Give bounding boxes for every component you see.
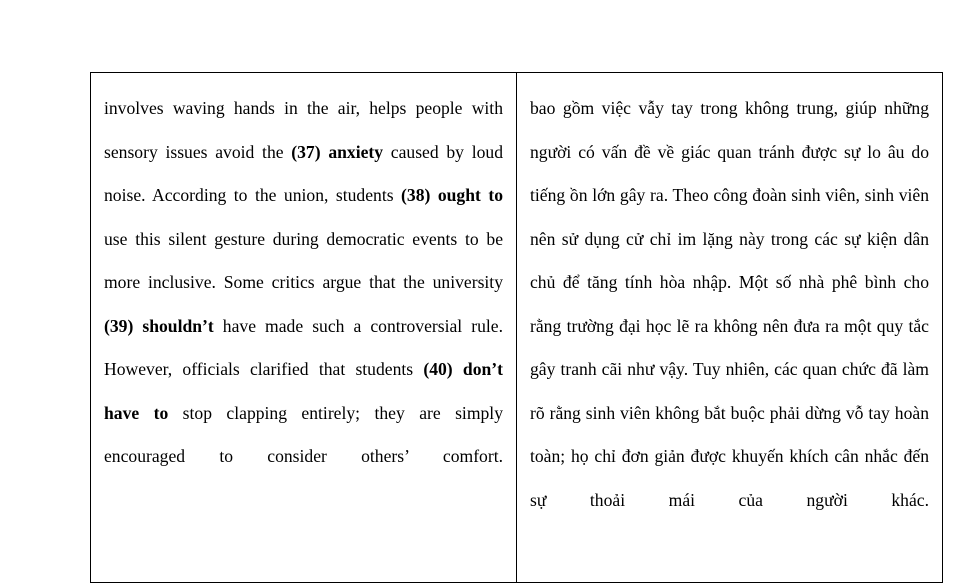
vietnamese-passage <box>530 87 929 566</box>
answer-key: (38) ought to <box>401 185 503 205</box>
answer-key: (37) anxiety <box>291 141 384 162</box>
passage-text: stop clapping entirely; they are simply encouraged to consider others’ comfort. <box>104 402 503 466</box>
passage-text: caused by loud noise. According to the union, students <box>104 141 503 205</box>
target-text-cell <box>517 73 943 583</box>
english-passage <box>104 87 503 522</box>
answer-key: (40) don’t have to <box>104 359 503 423</box>
answer-key: (39) shouldn’t <box>104 315 214 336</box>
passage-text: have made such a controversial rule. However, officials clarified that students <box>104 315 503 379</box>
source-text-cell <box>91 73 517 583</box>
passage-text: bao gồm việc vẫy tay trong không trung, giúp những người có vấn đề về giác quan tránh được sự lo âu do tiếng ồn lớn gây ra. Theo công đoàn sinh viên, sinh viên nên sử dụng cử chỉ im lặng này trong các sự kiện dân chủ để tăng tính hòa nhập. Một số nhà phê bình cho rằng trường đại học lẽ ra không nên đưa ra một quy tắc gây tranh cãi như vậy. Tuy nhiên, các quan chức đã làm rõ rằng sinh viên không bắt buộc phải dừng vỗ tay hoàn toàn; họ chỉ đơn giản được khuyến khích cân nhắc đến sự thoải mái của người khác. <box>530 98 929 510</box>
passage-text: use this silent gesture during democratic events to be more inclusive. Some critics argue that the university <box>104 228 503 292</box>
bilingual-translation-table <box>90 72 943 583</box>
passage-text: involves waving hands in the air, helps people with sensory issues avoid the <box>104 98 503 162</box>
table-row <box>91 73 943 583</box>
